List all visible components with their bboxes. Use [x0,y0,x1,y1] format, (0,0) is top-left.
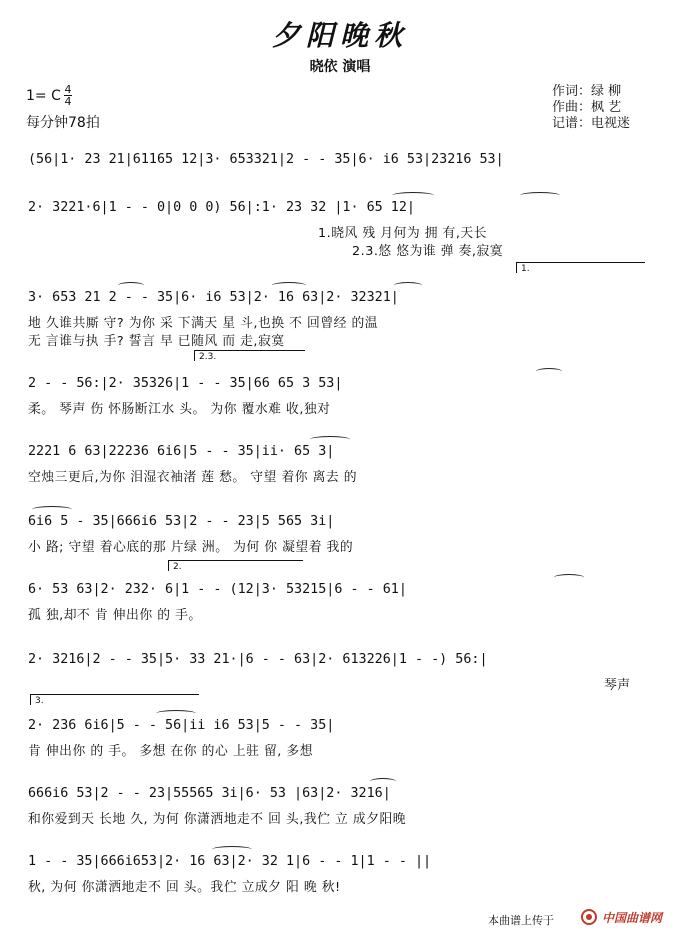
lyric-line-7: 孤 独,却不 肯 伸出你 的 手。 [28,608,202,623]
slur [554,574,584,581]
site-logo[interactable] [580,908,672,926]
singer-credit: 晓依 演唱 [309,59,371,75]
slur [118,282,144,289]
volta-bracket: 1. [516,262,645,273]
score-line-7: 6· 53 63|2· 232· 6|1 - - (12|3· 53215|6 - - 61| [28,582,407,597]
score-line-6: 6i6 5 - 35|666i6 53|2 - - 23|5 565 3i| [28,514,335,529]
time-signature [64,84,72,107]
lyric-line-3b: 无 言谁与执 手? 誓言 早 已随风 而 走,寂寞 [28,334,285,349]
slur [370,778,396,785]
score-line-5: 2221 6 63|22236 6i6|5 - - 35|ii· 65 3| [28,444,335,459]
lyric-line-2a: 1.晓风 残 月何为 拥 有,天长 [318,226,488,241]
lyric-line-2b: 2.3.悠 悠为谁 弹 奏,寂寞 [352,244,504,259]
logo-text: 中国曲谱网 [602,911,663,925]
slur [310,436,350,443]
volta-bracket: 3. [30,694,199,705]
lyric-line-10: 和你爱到天 长地 久, 为何 你潇洒地走不 回 头,我伫 立 成夕阳晚 [28,812,407,827]
lyric-line-5: 空烛三更后,为你 泪湿衣袖渚 莲 愁。 守望 着你 离去 的 [28,470,358,485]
slur [536,368,562,375]
slur [520,192,560,199]
song-title: 夕阳晚秋 [271,19,408,52]
time-sig-top: 4 [64,83,72,96]
upload-footer-text: 本曲谱上传于 [488,914,554,927]
lyric-line-6: 小 路; 守望 着心底的那 片绿 洲。 为何 你 凝望着 我的 [28,540,354,555]
lyric-line-9: 肯 伸出你 的 手。 多想 在你 的心 上驻 留, 多想 [28,744,314,759]
slur [394,282,422,289]
composer-credit: 作曲：枫 艺 [552,100,622,115]
lyric-line-3a: 地 久谁共厮 守? 为你 采 下满天 星 斗,也换 不 回曾经 的温 [28,316,379,331]
lyricist-credit: 作词：绿 柳 [552,84,622,99]
slur [156,710,196,717]
logo-icon [580,908,600,926]
slur [272,282,306,289]
time-sig-bottom: 4 [64,95,72,108]
score-line-8: 2· 3216|2 - - 35|5· 33 21·|6 - - 63|2· 613226|1 - -) 56:| [28,652,488,667]
score-line-3: 3· 653 21 2 - - 35|6· i6 53|2· 16 63|2· 32321| [28,290,399,305]
slur [32,506,72,513]
lyric-line-11: 秋, 为何 你潇洒地走不 回 头。我伫 立成夕 阳 晚 秋! [28,880,341,895]
lyric-line-4: 柔。 琴声 伤 怀肠断江水 头。 为你 覆水难 收,独对 [28,402,331,417]
score-line-1: (56|1· 23 21|61165 12|3· 653321|2 - - 35|6· i6 53|23216 53| [28,152,504,167]
score-line-11: 1 - - 35|666i653|2· 16 63|2· 32 1|6 - - 1|1 - - || [28,854,432,869]
volta-bracket: 2. [168,560,303,571]
score-line-2: 2· 3221·6|1 - - 0|0 0 0) 56|:1· 23 32 |1· 65 12| [28,200,415,215]
tempo-marking: 每分钟78拍 [26,115,100,131]
lyric-line-8: 琴声 [604,678,631,693]
slur [212,846,252,853]
volta-bracket: 2.3. [194,350,305,361]
transcriber-credit: 记谱：电视迷 [552,116,631,131]
score-line-4: 2 - - 56:|2· 35326|1 - - 35|66 65 3 53| [28,376,343,391]
score-line-9: 2· 236 6i6|5 - - 56|ii i6 53|5 - - 35| [28,718,335,733]
key-signature: 1= C [26,88,61,104]
score-line-10: 666i6 53|2 - - 23|55565 3i|6· 53 |63|2· 3216| [28,786,391,801]
slur [392,192,434,199]
